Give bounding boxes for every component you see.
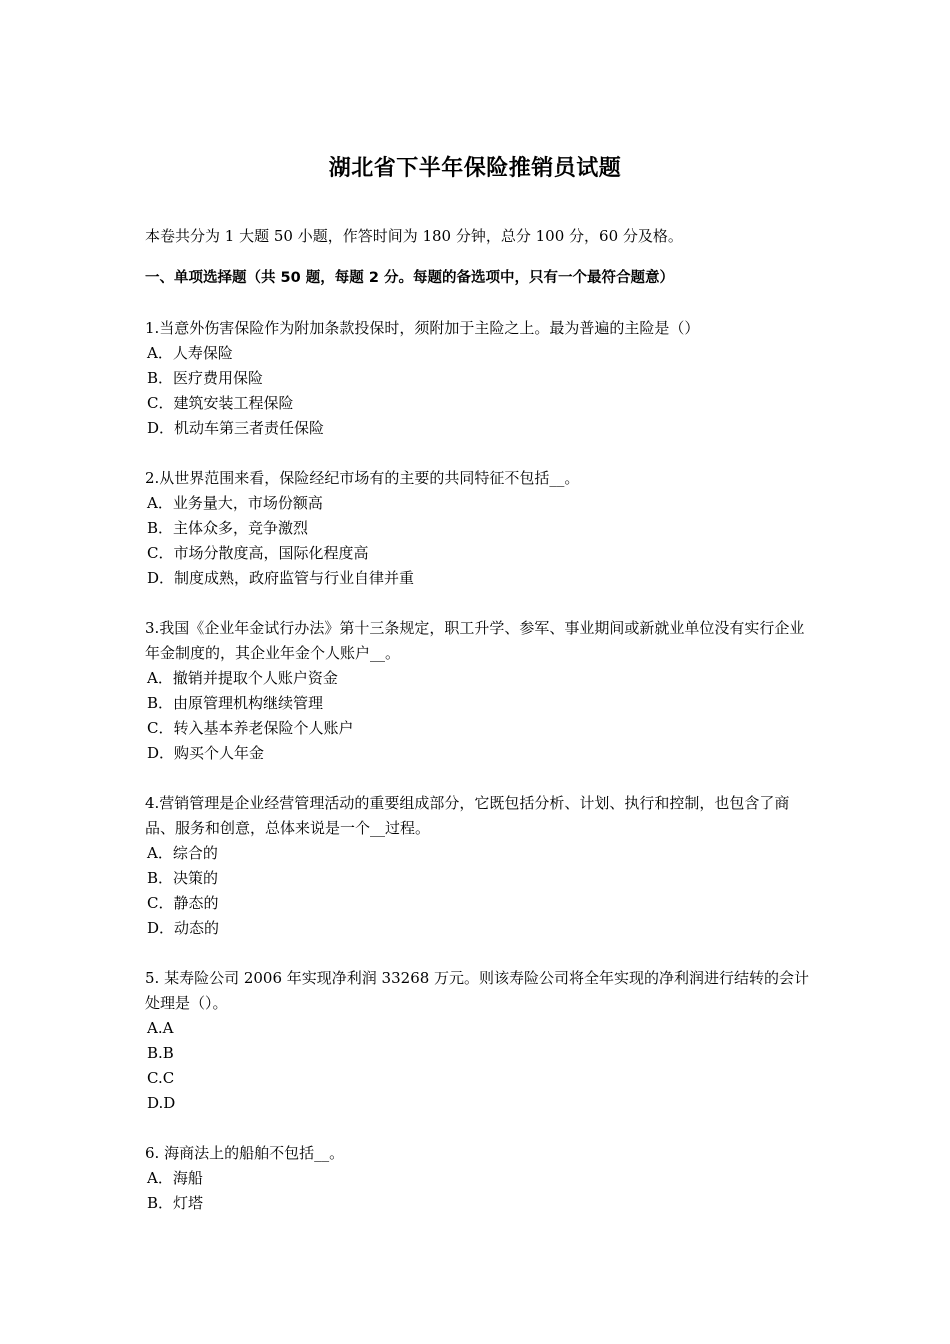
option-b: B．由原管理机构继续管理 bbox=[147, 694, 324, 712]
document-body bbox=[145, 224, 810, 1241]
question-5 bbox=[145, 966, 810, 1116]
option-c: C．建筑安装工程保险 bbox=[147, 394, 294, 412]
option-b: B.B bbox=[147, 1044, 174, 1062]
page-title: 湖北省下半年保险推销员试题 bbox=[328, 156, 622, 181]
question-stem: 2.从世界范围来看，保险经纪市场有的主要的共同特征不包括__。 bbox=[145, 469, 580, 487]
option-d: D．购买个人年金 bbox=[147, 744, 265, 762]
option-a: A．人寿保险 bbox=[147, 344, 233, 362]
option-d: D．机动车第三者责任保险 bbox=[147, 419, 325, 437]
question-stem: 1.当意外伤害保险作为附加条款投保时，须附加于主险之上。最为普遍的主险是（） bbox=[145, 319, 700, 337]
option-c: C．市场分散度高，国际化程度高 bbox=[147, 544, 369, 562]
option-d: D.D bbox=[147, 1094, 176, 1112]
question-stem: 4.营销管理是企业经营管理活动的重要组成部分，它既包括分析、计划、执行和控制，也包含了商品、服务和创意，总体来说是一个__过程。 bbox=[145, 794, 790, 837]
option-d: D．制度成熟，政府监管与行业自律并重 bbox=[147, 569, 415, 587]
option-d: D．动态的 bbox=[147, 919, 220, 937]
section-heading: 一、单项选择题（共 50 题，每题 2 分。每题的备选项中，只有一个最符合题意） bbox=[145, 270, 674, 286]
question-3 bbox=[145, 616, 810, 766]
option-a: A．综合的 bbox=[147, 844, 218, 862]
option-a: A．撤销并提取个人账户资金 bbox=[147, 669, 338, 687]
option-c: C.C bbox=[147, 1069, 175, 1087]
option-c: C．静态的 bbox=[147, 894, 219, 912]
question-2 bbox=[145, 466, 810, 591]
option-a: A．海船 bbox=[147, 1169, 203, 1187]
option-a: A.A bbox=[147, 1019, 174, 1037]
option-b: B．决策的 bbox=[147, 869, 219, 887]
option-c: C．转入基本养老保险个人账户 bbox=[147, 719, 354, 737]
question-stem: 6. 海商法上的船舶不包括__。 bbox=[145, 1144, 345, 1162]
option-b: B．主体众多，竞争激烈 bbox=[147, 519, 309, 537]
option-a: A．业务量大，市场份额高 bbox=[147, 494, 323, 512]
question-stem: 5. 某寿险公司 2006 年实现净利润 33268 万元。则该寿险公司将全年实现的净利润进行结转的会计处理是（）。 bbox=[145, 969, 810, 1012]
question-stem: 3.我国《企业年金试行办法》第十三条规定，职工升学、参军、事业期间或新就业单位没有实行企业年金制度的，其企业年金个人账户__。 bbox=[145, 619, 805, 662]
question-1 bbox=[145, 316, 810, 441]
question-6 bbox=[145, 1141, 810, 1216]
question-4 bbox=[145, 791, 810, 941]
option-b: B．灯塔 bbox=[147, 1194, 204, 1212]
option-b: B．医疗费用保险 bbox=[147, 369, 264, 387]
exam-intro: 本卷共分为 1 大题 50 小题，作答时间为 180 分钟，总分 100 分，60 分及格。 bbox=[145, 227, 683, 245]
